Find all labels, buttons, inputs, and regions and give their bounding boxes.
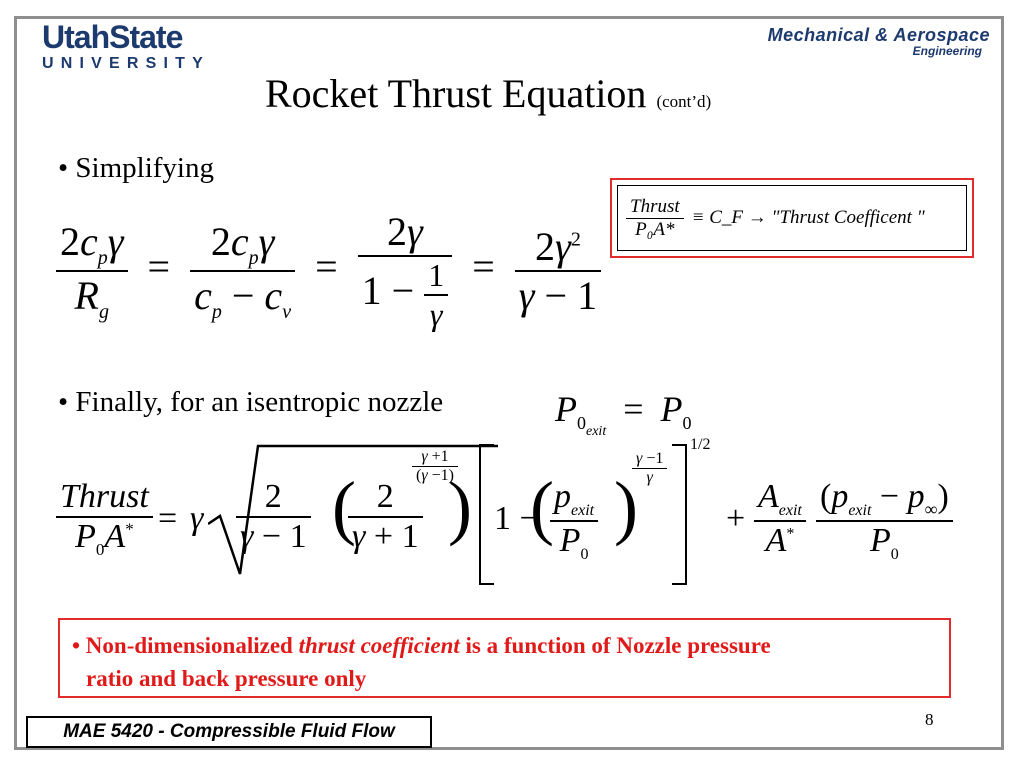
- note-box: [58, 618, 951, 698]
- thrust-coefficient-box: [610, 178, 974, 258]
- bullet-finally: • Finally, for an isentropic nozzle: [58, 386, 444, 418]
- thrust-coefficient-definition: [617, 185, 967, 251]
- bullet-simplifying: • Simplifying: [58, 152, 214, 184]
- equation-simplify: $\frac{2c_p\gamma}{R_g}$ = $\frac{2c_p\gamma}{c_p - c_v}$ = 2γ 1 − $\frac{1}{\gamma}$ = $\frac{2\gamma^2}{\gamma - 1}$: [56, 208, 601, 333]
- dept-logo-line2: Engineering: [912, 44, 982, 58]
- course-footer: MAE 5420 - Compressible Fluid Flow: [26, 716, 432, 748]
- right-bracket: [668, 442, 690, 587]
- page-number: 8: [925, 710, 934, 729]
- dept-logo: [768, 26, 990, 57]
- note-emphasis: thrust coefficient: [298, 633, 460, 658]
- note-prefix: • Non-dimensionalized: [72, 633, 299, 658]
- coef-lhs-den: P₀A*: [635, 218, 675, 240]
- coef-relation: ≡ C_F → "Thrust Coefficent ": [691, 207, 925, 228]
- note-line2: ratio and back pressure only: [86, 666, 367, 691]
- dept-logo-line1: Mechanical & Aerospace: [767, 25, 990, 45]
- equation-isentropic: $P_{0exit} = P_0$: [555, 389, 692, 440]
- note-rest: is a function of Nozzle pressure: [459, 633, 771, 658]
- usu-logo-name: UtahState: [42, 19, 183, 55]
- slide-title: [265, 70, 711, 117]
- coef-lhs-num: Thrust: [630, 195, 680, 217]
- slide-title-main: Rocket Thrust Equation: [265, 71, 647, 116]
- usu-logo-sub: UNIVERSITY: [42, 55, 211, 72]
- usu-logo: [42, 20, 217, 72]
- note-line1: [72, 629, 939, 662]
- slide-title-suffix: (cont’d): [656, 92, 712, 111]
